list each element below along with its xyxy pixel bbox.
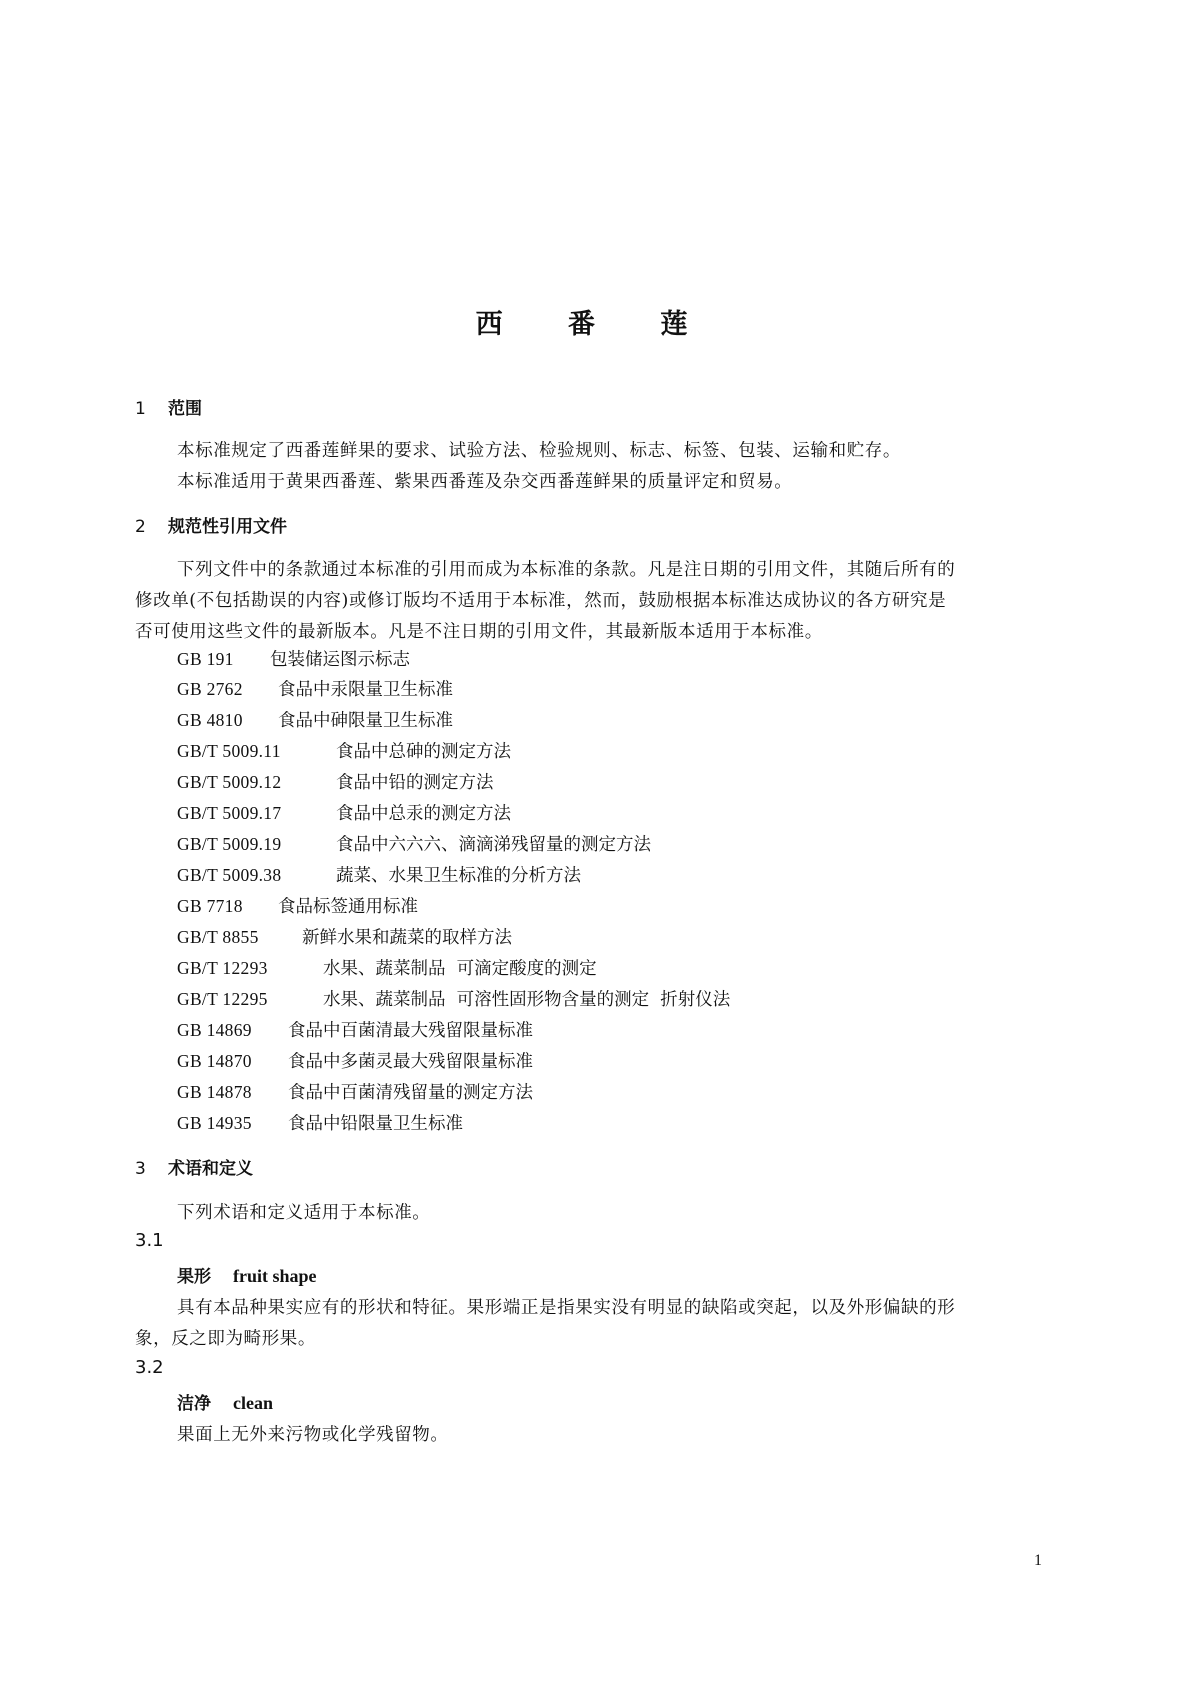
reference-title: 食品中铅限量卫生标准: [288, 1114, 463, 1134]
reference-title: 包装储运图示标志: [270, 650, 410, 670]
reference-code: GB/T 8855: [177, 927, 259, 947]
reference-item: [177, 769, 494, 794]
reference-title: 蔬菜、水果卫生标准的分析方法: [336, 866, 581, 886]
reference-title: 食品中百菌清最大残留限量标准: [288, 1021, 533, 1041]
reference-title: 食品中总汞的测定方法: [336, 804, 511, 824]
term-definition-line-1: 果面上无外来污物或化学残留物。: [177, 1425, 449, 1445]
reference-title: 食品中汞限量卫生标准: [278, 680, 453, 700]
reference-title: 水果、蔬菜制品 可溶性固形物含量的测定 折射仪法: [323, 990, 731, 1010]
reference-item: [177, 800, 511, 825]
reference-title: 食品标签通用标准: [278, 897, 418, 917]
reference-item: [177, 862, 581, 887]
reference-code: GB 14870: [177, 1051, 252, 1071]
section-title: 范围: [168, 399, 202, 419]
reference-code: GB/T 5009.38: [177, 865, 282, 885]
scope-paragraph-2: 本标准适用于黄果西番莲、紫果西番莲及杂交西番莲鲜果的质量评定和贸易。: [177, 472, 793, 492]
term-chinese: 果形: [177, 1267, 211, 1287]
term-english: clean: [233, 1393, 273, 1413]
term-heading: [177, 1262, 317, 1287]
scope-paragraph-1: 本标准规定了西番莲鲜果的要求、试验方法、检验规则、标志、标签、包装、运输和贮存。: [177, 441, 901, 461]
reference-title: 水果、蔬菜制品 可滴定酸度的测定: [323, 959, 597, 979]
reference-item: [177, 1110, 463, 1135]
terms-intro: 下列术语和定义适用于本标准。: [177, 1203, 431, 1223]
term-english: fruit shape: [233, 1266, 317, 1286]
reference-code: GB 2762: [177, 679, 243, 699]
term-number: 3.2: [135, 1357, 164, 1378]
reference-item: [177, 738, 511, 763]
reference-item: [177, 676, 453, 701]
section-number: 2: [135, 517, 146, 537]
term-chinese: 洁净: [177, 1394, 211, 1414]
reference-code: GB/T 12293: [177, 958, 268, 978]
references-intro-line-1: 下列文件中的条款通过本标准的引用而成为本标准的条款。凡是注日期的引用文件，其随后所有的: [177, 560, 956, 580]
reference-item: [177, 955, 597, 980]
reference-item: [177, 924, 512, 949]
reference-title: 新鲜水果和蔬菜的取样方法: [302, 928, 512, 948]
reference-item: [177, 893, 418, 918]
reference-code: GB 14935: [177, 1113, 252, 1133]
reference-code: GB/T 5009.12: [177, 772, 282, 792]
reference-code: GB 7718: [177, 896, 243, 916]
section-number: 1: [135, 399, 146, 419]
reference-title: 食品中六六六、滴滴涕残留量的测定方法: [336, 835, 651, 855]
reference-item: [177, 707, 453, 732]
reference-code: GB/T 5009.17: [177, 803, 282, 823]
reference-title: 食品中多菌灵最大残留限量标准: [288, 1052, 533, 1072]
reference-item: [177, 1048, 533, 1073]
reference-item: [177, 1079, 533, 1104]
reference-title: 食品中砷限量卫生标准: [278, 711, 453, 731]
section-number: 3: [135, 1159, 146, 1179]
reference-code: GB/T 12295: [177, 989, 268, 1009]
references-intro-line-2: 修改单(不包括勘误的内容)或修订版均不适用于本标准，然而，鼓励根据本标准达成协议的各方研究是: [135, 591, 947, 611]
reference-code: GB 191: [177, 649, 234, 669]
section-title: 术语和定义: [168, 1159, 253, 1179]
term-definition-line-2: 象，反之即为畸形果。: [135, 1329, 316, 1349]
reference-item: [177, 831, 651, 856]
reference-item: [177, 646, 410, 671]
reference-code: GB 14869: [177, 1020, 252, 1040]
reference-title: 食品中总砷的测定方法: [336, 742, 511, 762]
reference-item: [177, 986, 730, 1011]
reference-code: GB 4810: [177, 710, 243, 730]
reference-code: GB/T 5009.19: [177, 834, 282, 854]
section-2-heading: [135, 512, 287, 537]
page-number: 1: [1034, 1552, 1042, 1569]
term-number: 3.1: [135, 1230, 164, 1251]
reference-title: 食品中铅的测定方法: [336, 773, 494, 793]
reference-code: GB 14878: [177, 1082, 252, 1102]
reference-item: [177, 1017, 533, 1042]
term-heading: [177, 1389, 273, 1414]
section-1-heading: [135, 394, 202, 419]
reference-code: GB/T 5009.11: [177, 741, 281, 761]
section-title: 规范性引用文件: [168, 517, 287, 537]
reference-title: 食品中百菌清残留量的测定方法: [288, 1083, 533, 1103]
section-3-heading: [135, 1154, 253, 1179]
page-title: 西 番 莲: [475, 309, 716, 340]
term-definition-line-1: 具有本品种果实应有的形状和特征。果形端正是指果实没有明显的缺陷或突起，以及外形偏缺的形: [177, 1298, 956, 1318]
references-intro-line-3: 否可使用这些文件的最新版本。凡是不注日期的引用文件，其最新版本适用于本标准。: [135, 622, 823, 642]
